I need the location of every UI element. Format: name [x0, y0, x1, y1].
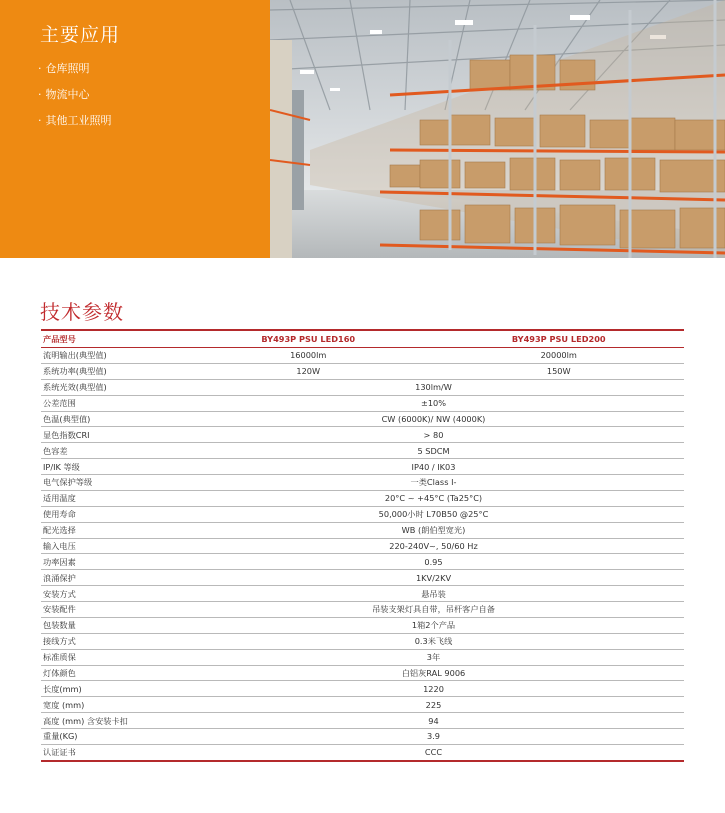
spec-label: 灯体颜色 [41, 665, 183, 681]
spec-value: 吊装支架灯具自带，吊杆客户自备 [183, 602, 684, 618]
spec-label: 安装配件 [41, 602, 183, 618]
spec-value: 0.3米飞线 [183, 633, 684, 649]
spec-row [41, 729, 684, 745]
spec-value: 1KV/2KV [183, 570, 684, 586]
spec-row [41, 459, 684, 475]
spec-value: 94 [183, 713, 684, 729]
spec-label: 接线方式 [41, 633, 183, 649]
spec-row [41, 348, 684, 364]
spec-model-1: BY493P PSU LED160 [183, 330, 434, 348]
spec-row [41, 379, 684, 395]
spec-row [41, 617, 684, 633]
applications-panel [0, 0, 270, 258]
spec-value: 3.9 [183, 729, 684, 745]
spec-row [41, 697, 684, 713]
spec-row [41, 506, 684, 522]
spec-value-model-2: 20000lm [434, 348, 685, 364]
spec-label: 电气保护等级 [41, 475, 183, 491]
spec-value: 3年 [183, 649, 684, 665]
spec-value: 悬吊装 [183, 586, 684, 602]
spec-label: 浪涌保护 [41, 570, 183, 586]
spec-label: 配光选择 [41, 522, 183, 538]
warehouse-illustration [270, 0, 725, 258]
spec-value: 5 SDCM [183, 443, 684, 459]
spec-value: CCC [183, 744, 684, 760]
spec-label: 公差范围 [41, 395, 183, 411]
hero-banner [0, 0, 725, 258]
spec-label: 显色指数CRI [41, 427, 183, 443]
spec-value: 1箱2个产品 [183, 617, 684, 633]
spec-table [41, 329, 684, 762]
spec-label: 标准质保 [41, 649, 183, 665]
spec-model-2: BY493P PSU LED200 [434, 330, 685, 348]
spec-row [41, 744, 684, 760]
spec-label: 色容差 [41, 443, 183, 459]
application-item: · 物流中心 [38, 88, 90, 101]
spec-row [41, 586, 684, 602]
spec-label: 功率因素 [41, 554, 183, 570]
spec-label: 重量(KG) [41, 729, 183, 745]
spec-row [41, 681, 684, 697]
spec-value: 225 [183, 697, 684, 713]
spec-row [41, 554, 684, 570]
spec-row [41, 363, 684, 379]
spec-value: > 80 [183, 427, 684, 443]
spec-value-model-1: 120W [183, 363, 434, 379]
spec-row [41, 443, 684, 459]
spec-row [41, 570, 684, 586]
spec-label: 包装数量 [41, 617, 183, 633]
application-item: · 仓库照明 [38, 62, 90, 75]
spec-row [41, 633, 684, 649]
spec-label: 安装方式 [41, 586, 183, 602]
spec-label: 高度 (mm) 含安装卡扣 [41, 713, 183, 729]
spec-value: IP40 / IK03 [183, 459, 684, 475]
spec-value: 1220 [183, 681, 684, 697]
spec-row [41, 475, 684, 491]
spec-label: 输入电压 [41, 538, 183, 554]
spec-row [41, 602, 684, 618]
spec-row [41, 665, 684, 681]
spec-label: 适用温度 [41, 490, 183, 506]
spec-row [41, 649, 684, 665]
spec-row [41, 538, 684, 554]
spec-label: 系统功率(典型值) [41, 363, 183, 379]
spec-label: 系统光效(典型值) [41, 379, 183, 395]
spec-value: WB (朗伯型宽光) [183, 522, 684, 538]
spec-value: 一类Class I- [183, 475, 684, 491]
spec-row [41, 411, 684, 427]
spec-value: CW (6000K)/ NW (4000K) [183, 411, 684, 427]
spec-label: 认证证书 [41, 744, 183, 760]
spec-label: IP/IK 等级 [41, 459, 183, 475]
spec-value: 130lm/W [183, 379, 684, 395]
spec-value: 0.95 [183, 554, 684, 570]
applications-list [38, 59, 112, 137]
spec-value-model-1: 16000lm [183, 348, 434, 364]
warehouse-photo [270, 0, 725, 258]
spec-label: 色温(典型值) [41, 411, 183, 427]
spec-row [41, 490, 684, 506]
spec-label: 使用寿命 [41, 506, 183, 522]
spec-label: 宽度 (mm) [41, 697, 183, 713]
spec-row [41, 713, 684, 729]
spec-value-model-2: 150W [434, 363, 685, 379]
spec-row [41, 522, 684, 538]
spec-value: 20°C ~ +45°C (Ta25°C) [183, 490, 684, 506]
spec-label: 流明输出(典型值) [41, 348, 183, 364]
applications-title: 主要应用 [40, 24, 121, 46]
spec-value: 50,000小时 L70B50 @25°C [183, 506, 684, 522]
spec-label: 长度(mm) [41, 681, 183, 697]
spec-section-title: 技术参数 [40, 300, 124, 324]
spec-row [41, 427, 684, 443]
spec-value: 白铝灰RAL 9006 [183, 665, 684, 681]
application-item: · 其他工业照明 [38, 114, 112, 127]
spec-value: 220-240V~, 50/60 Hz [183, 538, 684, 554]
spec-row [41, 395, 684, 411]
spec-header-row [41, 330, 684, 348]
spec-value: ±10% [183, 395, 684, 411]
spec-header-label: 产品型号 [41, 330, 183, 348]
